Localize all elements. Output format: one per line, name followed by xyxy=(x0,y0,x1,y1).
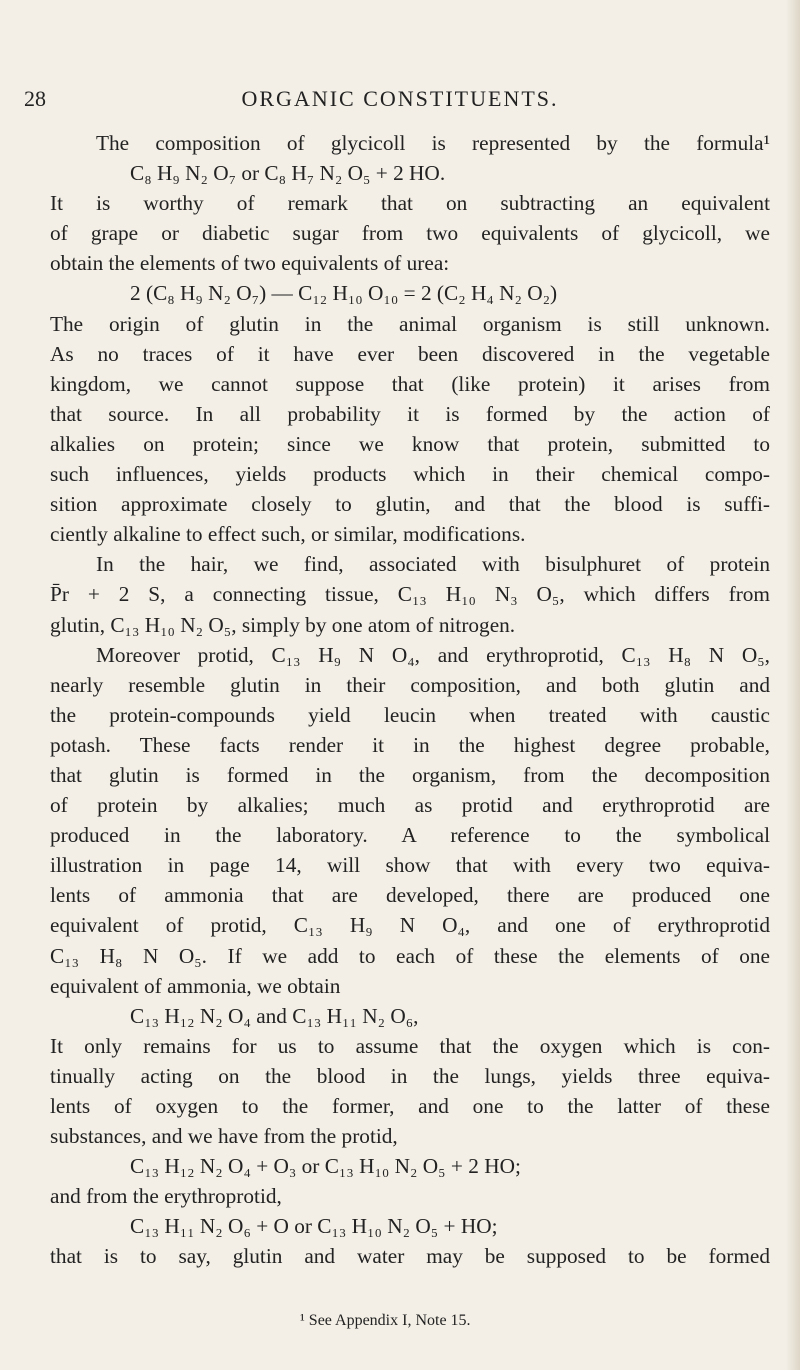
formula-line: C₁₃ H₁₁ N₂ O₆ + O or C₁₃ H₁₀ N₂ O₅ + HO; xyxy=(130,1214,498,1239)
text-line: It is worthy of remark that on subtracting an equivalent xyxy=(50,191,770,216)
text-line: tinually acting on the blood in the lungs, yields three equiva- xyxy=(50,1063,770,1088)
text-line: produced in the laboratory. A reference to the symbolical xyxy=(50,823,770,848)
text-line: of grape or diabetic sugar from two equivalents of glycicoll, we xyxy=(50,221,770,246)
footnote: ¹ See Appendix I, Note 15. xyxy=(300,1312,471,1329)
body-text xyxy=(50,128,770,1272)
text-line: substances, and we have from the protid, xyxy=(50,1124,398,1149)
formula-line: C₈ H₉ N₂ O₇ or C₈ H₇ N₂ O₅ + 2 HO. xyxy=(130,161,446,186)
text-line: ciently alkaline to effect such, or similar, modifications. xyxy=(50,522,526,547)
formula-line: C₁₃ H₁₂ N₂ O₄ and C₁₃ H₁₁ N₂ O₆, xyxy=(130,1003,419,1028)
text-line: lents of ammonia that are developed, there are produced one xyxy=(50,883,770,908)
text-line: kingdom, we cannot suppose that (like protein) it arises from xyxy=(50,371,770,396)
running-title: ORGANIC CONSTITUENTS. xyxy=(241,86,559,111)
formula-line: 2 (C₈ H₉ N₂ O₇) — C₁₂ H₁₀ O₁₀ = 2 (C₂ H₄ N₂ O₂) xyxy=(130,281,558,306)
text-line: Moreover protid, C₁₃ H₉ N O₄, and erythroprotid, C₁₃ H₈ N O₅, xyxy=(96,642,770,667)
text-line: alkalies on protein; since we know that protein, submitted to xyxy=(50,431,770,456)
text-line: sition approximate closely to glutin, and that the blood is suffi- xyxy=(50,492,770,517)
text-line: the protein-compounds yield leucin when treated with caustic xyxy=(50,702,770,727)
text-line: such influences, yields products which in their chemical compo- xyxy=(50,462,770,487)
text-line: The origin of glutin in the animal organism is still unknown. xyxy=(50,311,770,336)
page-number: 28 xyxy=(24,86,46,111)
text-line: It only remains for us to assume that the oxygen which is con- xyxy=(50,1033,770,1058)
formula-line: C₁₃ H₁₂ N₂ O₄ + O₃ or C₁₃ H₁₀ N₂ O₅ + 2 HO; xyxy=(130,1154,521,1179)
text-line: C₁₃ H₈ N O₅. If we add to each of these the elements of one xyxy=(50,943,770,968)
text-line: In the hair, we find, associated with bisulphuret of protein xyxy=(96,552,770,577)
text-line: equivalent of ammonia, we obtain xyxy=(50,973,341,998)
page-header xyxy=(0,86,800,116)
text-line: nearly resemble glutin in their composition, and both glutin and xyxy=(50,672,770,697)
text-line: P̄r + 2 S, a connecting tissue, C₁₃ H₁₀ N₃ O₅, which differs from xyxy=(50,582,770,607)
page-edge-shadow xyxy=(786,0,800,1370)
text-line: of protein by alkalies; much as protid and erythroprotid are xyxy=(50,793,770,818)
text-line: that glutin is formed in the organism, from the decomposition xyxy=(50,762,770,787)
text-line: that source. In all probability it is formed by the action of xyxy=(50,401,770,426)
text-line: potash. These facts render it in the highest degree probable, xyxy=(50,732,770,757)
text-line: illustration in page 14, will show that with every two equiva- xyxy=(50,853,770,878)
text-line: lents of oxygen to the former, and one to the latter of these xyxy=(50,1094,770,1118)
text-line: obtain the elements of two equivalents of urea: xyxy=(50,251,450,276)
text-line: and from the erythroprotid, xyxy=(50,1184,282,1209)
text-line: The composition of glycicoll is represented by the formula¹ xyxy=(96,131,770,155)
text-line: that is to say, glutin and water may be supposed to be formed xyxy=(50,1244,770,1269)
text-line: glutin, C₁₃ H₁₀ N₂ O₅, simply by one atom of nitrogen. xyxy=(50,612,516,637)
text-line: equivalent of protid, C₁₃ H₉ N O₄, and one of erythroprotid xyxy=(50,913,770,938)
text-line: As no traces of it have ever been discovered in the vegetable xyxy=(50,341,770,366)
